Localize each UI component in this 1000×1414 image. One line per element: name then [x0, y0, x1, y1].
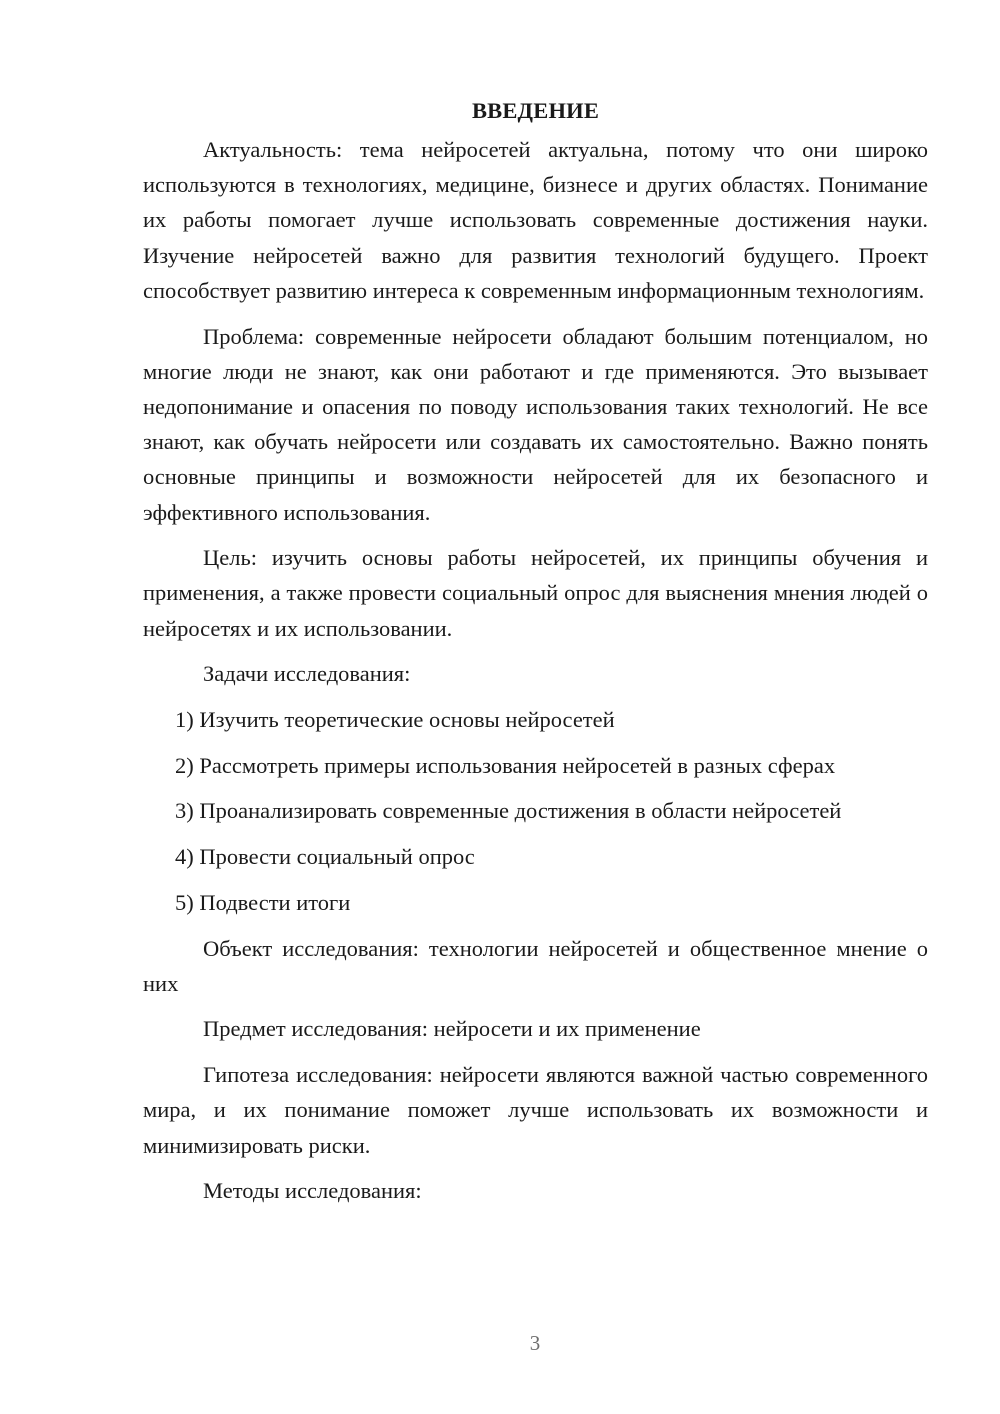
object-paragraph: Объект исследования: технологии нейросетей и общественное мнение о них [143, 935, 928, 996]
subject-paragraph: Предмет исследования: нейросети и их применение [203, 1016, 701, 1042]
task-item-1: 1) Изучить теоретические основы нейросетей [175, 707, 615, 733]
goal-paragraph: Цель: изучить основы работы нейросетей, их принципы обучения и применения, а также провести социальный опрос для выяснения мнения людей о нейросетях и их использовании. [143, 545, 928, 641]
task-item-4: 4) Провести социальный опрос [175, 844, 475, 870]
task-item-5: 5) Подвести итоги [175, 889, 351, 915]
section-heading: ВВЕДЕНИЕ [471, 98, 600, 123]
tasks-title: Задачи исследования: [203, 661, 411, 687]
relevance-paragraph: Актуальность: тема нейросетей актуальна, потому что они широко используются в технологиях, медицине, бизнесе и других областях. Понимание их работы помогает лучше использовать современные достижения науки. Изучение нейросетей важно для развития технологий будущего. Проект способствует развитию интереса к современным информационным технологиям. [143, 137, 928, 303]
hypothesis-paragraph: Гипотеза исследования: нейросети являются важной частью современного мира, и их понимание поможет лучше использовать их возможности и минимизировать риски. [143, 1062, 928, 1158]
problem-paragraph: Проблема: современные нейросети обладают большим потенциалом, но многие люди не знают, как они работают и где применяются. Это вызывает недопонимание и опасения по поводу использования таких технологий. Не все знают, как обучать нейросети или создавать их самостоятельно. Важно понять основные принципы и возможности нейросетей для их безопасного и эффективного использования. [143, 323, 928, 525]
page-content [143, 93, 928, 1208]
task-item-3: 3) Проанализировать современные достижения в области нейросетей [175, 798, 842, 824]
methods-title: Методы исследования: [203, 1178, 422, 1204]
task-item-2: 2) Рассмотреть примеры использования нейросетей в разных сферах [175, 752, 836, 778]
page-number: 3 [529, 1331, 541, 1355]
